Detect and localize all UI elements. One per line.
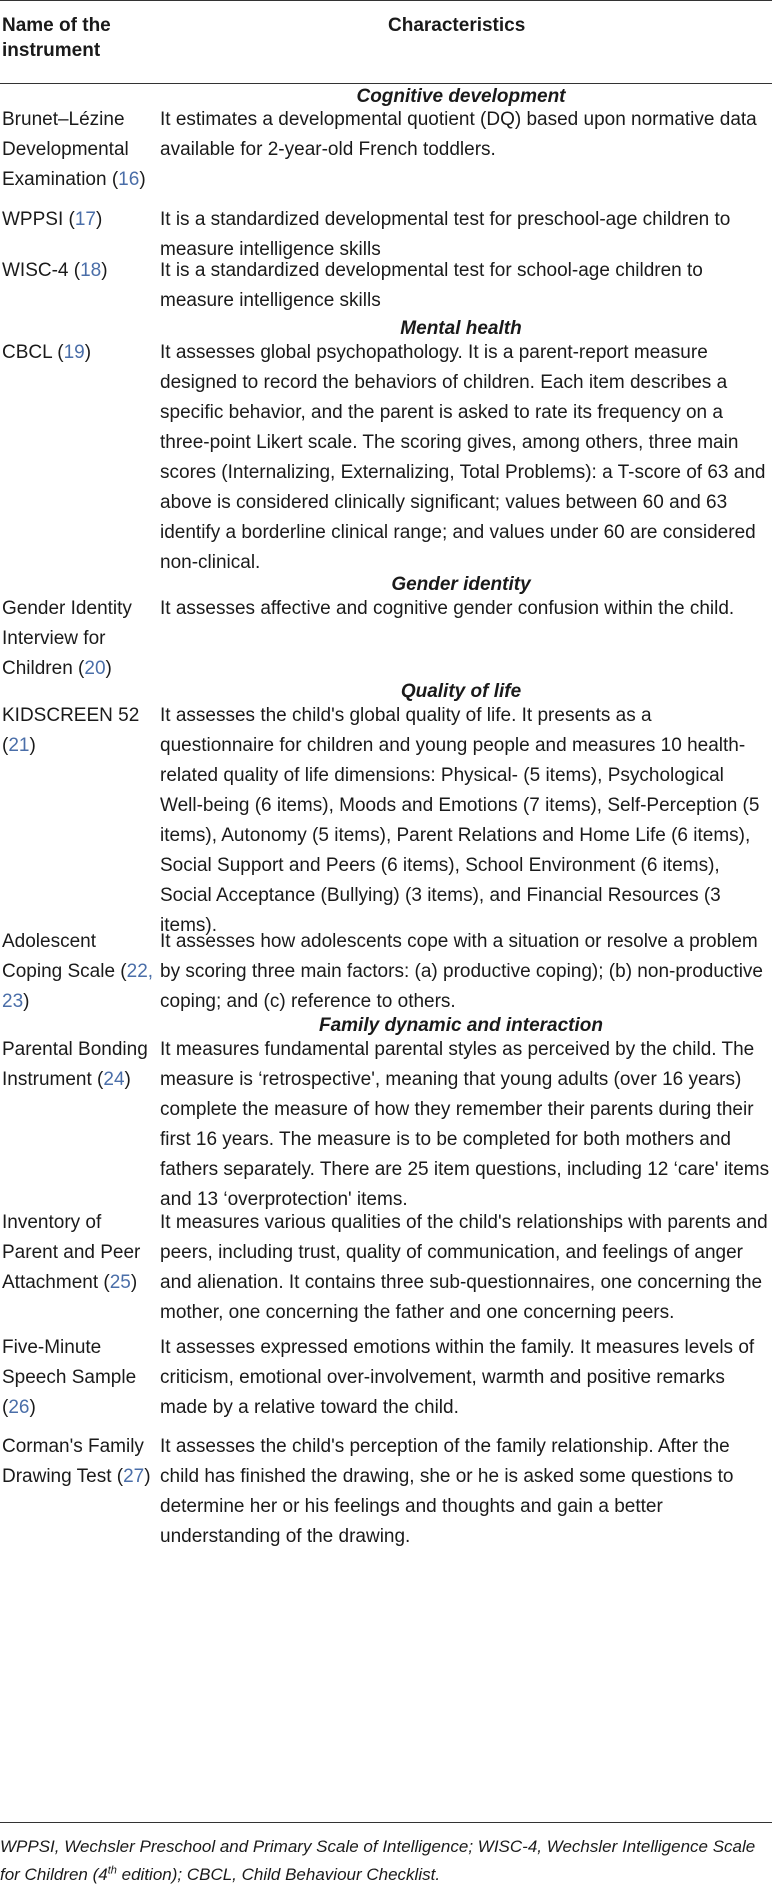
reference-link[interactable]: 24 bbox=[103, 1069, 125, 1090]
instrument-name: Brunet–Lézine Developmental Examination (16) bbox=[2, 109, 146, 190]
instrument-name: Adolescent Coping Scale (22, 23) bbox=[2, 931, 154, 1012]
instrument-description: It assesses affective and cognitive gender confusion within the child. bbox=[160, 598, 735, 619]
reference-link[interactable]: 16 bbox=[118, 169, 140, 190]
instrument-description: It assesses expressed emotions within the family. It measures levels of criticism, emotional over-involvement, warmth and positive remarks made by a relative toward the child. bbox=[160, 1337, 755, 1418]
section-family-dynamic: Family dynamic and interaction bbox=[318, 1015, 604, 1036]
footnote-text-end: edition); CBCL, Child Behaviour Checklist. bbox=[116, 1865, 441, 1884]
header-characteristics-column: Characteristics bbox=[388, 15, 526, 36]
instrument-description: It estimates a developmental quotient (DQ) based upon normative data available for 2-year-old French toddlers. bbox=[160, 109, 757, 160]
instrument-description: It measures various qualities of the child's relationships with parents and peers, including trust, quality of communication, and feelings of anger and alienation. It contains three sub-questionnaires, one concerning the mother, one concerning the father and one concerning peers. bbox=[160, 1212, 768, 1323]
reference-link[interactable]: 22, 23 bbox=[2, 961, 154, 1012]
reference-link[interactable]: 20 bbox=[84, 658, 106, 679]
reference-link[interactable]: 21 bbox=[8, 735, 30, 756]
reference-link[interactable]: 25 bbox=[109, 1272, 131, 1293]
header-name-column: Name of the instrument bbox=[2, 15, 111, 61]
instrument-description: It assesses global psychopathology. It is a parent-report measure designed to record the behaviors of children. Each item describes a specific behavior, and the parent is asked to rate its frequency on a three-point Likert scale. The scoring gives, among others, three main scores (Internalizing, Externalizing, Total Problems): a T-score of 63 and above is considered clinically significant; values between 60 and 63 identify a borderline clinical range; and values under 60 are considered non-clinical. bbox=[160, 342, 766, 573]
section-mental-health: Mental health bbox=[400, 318, 522, 339]
instrument-name-text: Corman's Family Drawing Test bbox=[2, 1436, 144, 1487]
instrument-name-text: Five-Minute Speech Sample bbox=[2, 1337, 137, 1388]
instrument-name: Five-Minute Speech Sample (26) bbox=[2, 1337, 137, 1418]
instrument-description: It assesses the child's global quality of life. It presents as a questionnaire for children and young people and measures 10 health-related quality of life dimensions: Physical- (5 items), Psychological Well-being (6 items), Moods and Emotions (7 items), Self-Perception (5 items), Autonomy (5 items), Parent Relations and Home Life (6 items), Social Support and Peers (6 items), School Environment (6 items), Social Acceptance (Bullying) (3 items), and Financial Resources (3 items). bbox=[160, 705, 760, 936]
instrument-name: CBCL (19) bbox=[2, 342, 92, 363]
instrument-name: KIDSCREEN 52 (21) bbox=[2, 705, 140, 756]
instrument-name: WISC-4 (18) bbox=[2, 260, 108, 281]
instrument-name-text: Adolescent Coping Scale bbox=[2, 931, 116, 982]
reference-link[interactable]: 18 bbox=[80, 260, 102, 281]
instrument-name: Corman's Family Drawing Test (27) bbox=[2, 1436, 151, 1487]
reference-link[interactable]: 17 bbox=[74, 209, 96, 230]
table-header bbox=[0, 0, 772, 84]
instrument-name-text: WISC-4 bbox=[2, 260, 69, 281]
section-gender-identity: Gender identity bbox=[391, 574, 531, 595]
reference-link[interactable]: 19 bbox=[63, 342, 85, 363]
section-cognitive-development: Cognitive development bbox=[356, 86, 566, 107]
section-quality-of-life: Quality of life bbox=[400, 681, 522, 702]
instrument-description: It assesses how adolescents cope with a situation or resolve a problem by scoring three main factors: (a) productive coping); (b) non-productive coping; and (c) reference to others. bbox=[160, 931, 763, 1012]
instrument-name-text: Gender Identity Interview for Children bbox=[2, 598, 132, 679]
instrument-name-text: Brunet–Lézine Developmental Examination bbox=[2, 109, 129, 190]
reference-link[interactable]: 26 bbox=[8, 1397, 30, 1418]
footnote-superscript: th bbox=[107, 1864, 117, 1877]
reference-link[interactable]: 27 bbox=[123, 1466, 145, 1487]
instrument-description: It is a standardized developmental test for preschool-age children to measure intelligence skills bbox=[160, 209, 731, 260]
instrument-name-text: KIDSCREEN 52 bbox=[2, 705, 140, 726]
instrument-name-text: WPPSI bbox=[2, 209, 64, 230]
instrument-name: Gender Identity Interview for Children (20) bbox=[2, 598, 132, 679]
instrument-name: WPPSI (17) bbox=[2, 209, 103, 230]
table-footnote bbox=[0, 1822, 772, 1889]
footnote-text: WPPSI, Wechsler Preschool and Primary Scale of Intelligence; WISC-4, Wechsler Intelligence Scale for Children (4 bbox=[0, 1837, 756, 1884]
instrument-description: It measures fundamental parental styles as perceived by the child. The measure is ‘retrospective', meaning that young adults (over 16 years) complete the measure of how they remember their parents during their first 16 years. The measure is to be completed for both mothers and fathers separately. There are 25 item questions, including 12 ‘care' items and 13 ‘overprotection' items. bbox=[160, 1039, 770, 1210]
instrument-description: It assesses the child's perception of the family relationship. After the child has finished the drawing, she or he is asked some questions to determine her or his feelings and thoughts and gain a better understanding of the drawing. bbox=[160, 1436, 734, 1547]
instrument-name-text: CBCL bbox=[2, 342, 52, 363]
instrument-name-text: Parental Bonding Instrument bbox=[2, 1039, 148, 1090]
instrument-name: Parental Bonding Instrument (24) bbox=[2, 1039, 148, 1090]
instrument-name: Inventory of Parent and Peer Attachment (25) bbox=[2, 1212, 141, 1293]
instrument-description: It is a standardized developmental test for school-age children to measure intelligence skills bbox=[160, 260, 703, 311]
instrument-name-text: Inventory of Parent and Peer Attachment bbox=[2, 1212, 141, 1293]
